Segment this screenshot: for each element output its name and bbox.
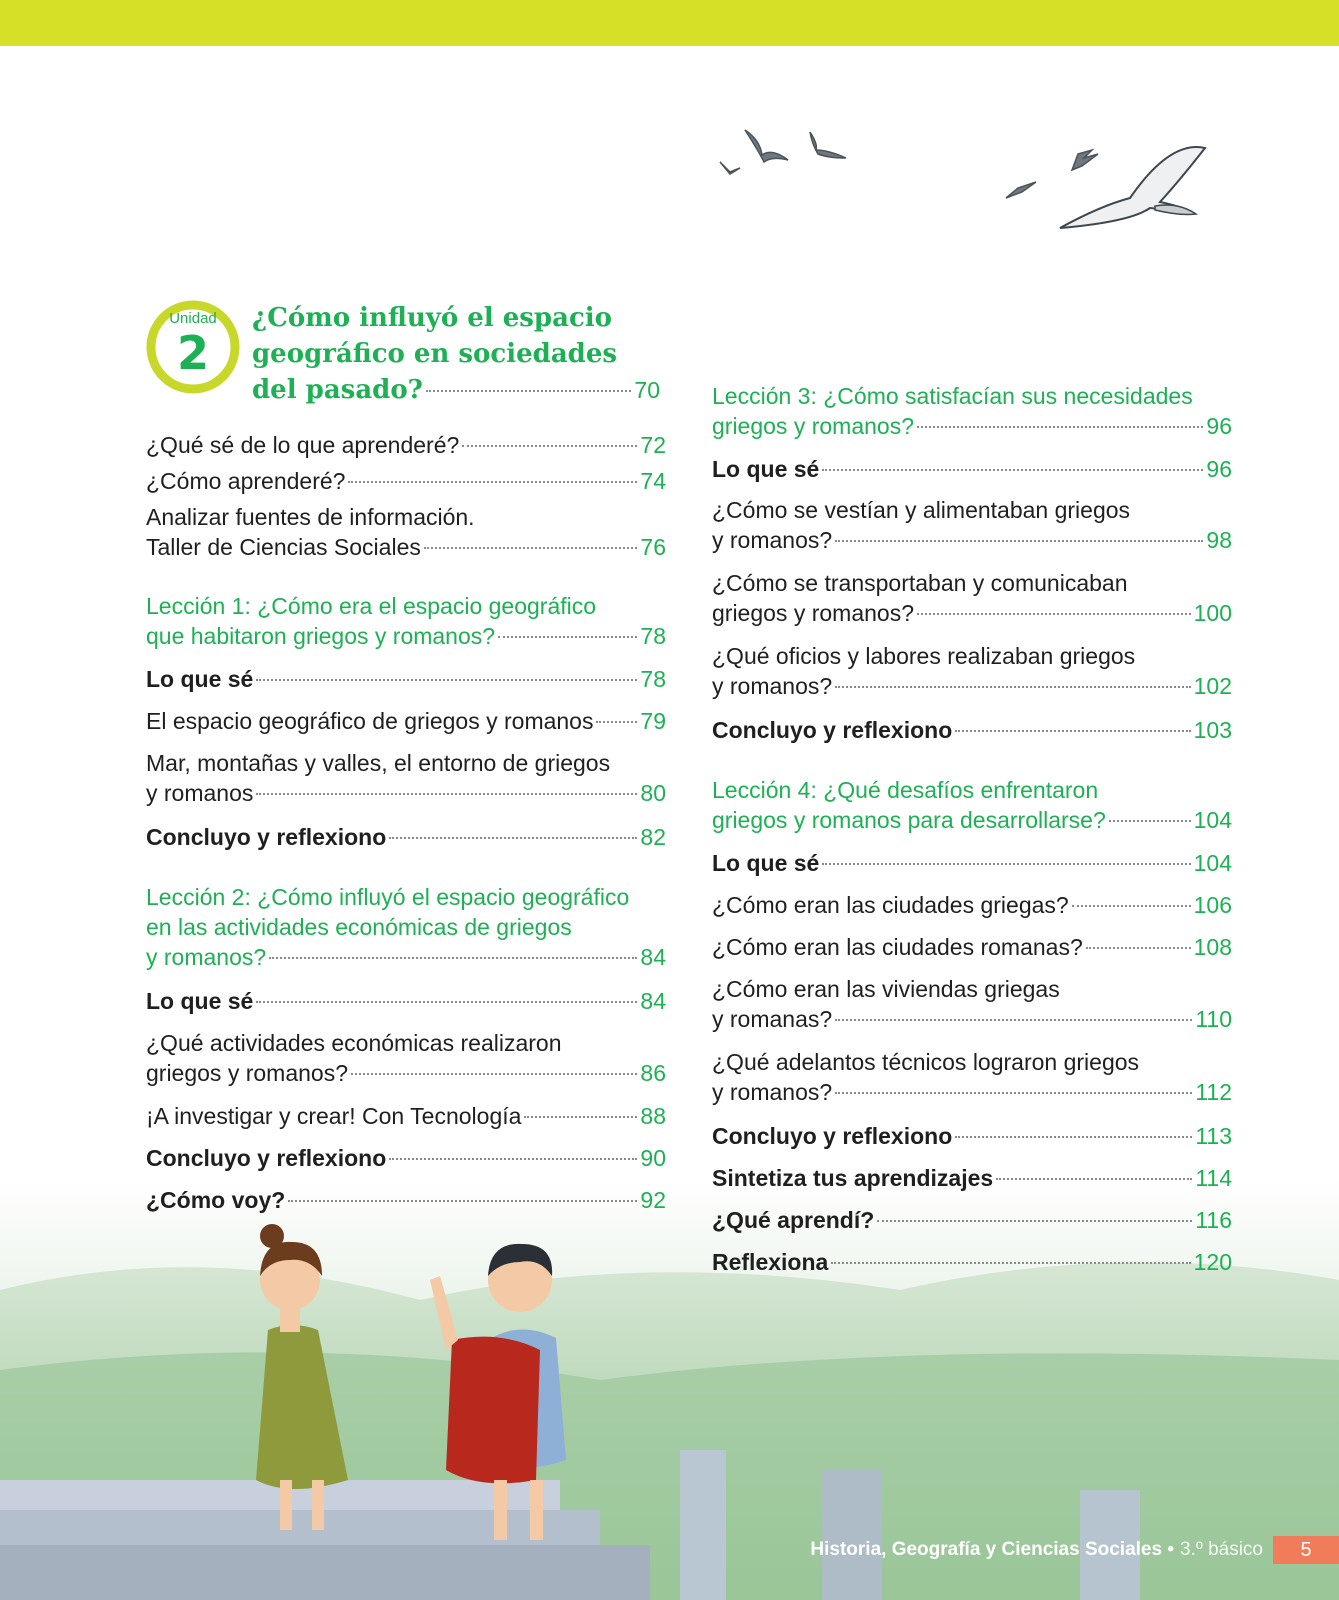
toc-entry[interactable]: Lo que sé 84 — [146, 988, 666, 1014]
toc-entry[interactable]: ¿Qué aprendí? 116 — [712, 1207, 1232, 1233]
toc-entry[interactable]: ¿Cómo eran las ciudades romanas? 108 — [712, 934, 1232, 960]
unit-title-line: del pasado? — [252, 375, 423, 405]
toc-entry[interactable]: ¿Cómo voy? 92 — [146, 1187, 666, 1213]
toc-entry[interactable]: Lo que sé 104 — [712, 850, 1232, 876]
toc-lesson-entry[interactable]: Lección 4: ¿Qué desafíos enfrentaron griegos y romanos para desarrollarse? 104 — [712, 777, 1232, 833]
toc-entry[interactable]: Concluyo y reflexiono 113 — [712, 1123, 1232, 1149]
toc-lesson-entry[interactable]: Lección 2: ¿Cómo influyó el espacio geográfico en las actividades económicas de griegos y romanos? 84 — [146, 884, 666, 970]
toc-entry[interactable]: ¿Cómo se vestían y alimentaban griegos y romanos? 98 — [712, 497, 1232, 553]
footer-subject: Historia, Geografía y Ciencias Sociales • — [810, 1539, 1174, 1560]
toc-entry[interactable]: ¿Qué adelantos técnicos lograron griegos y romanos? 112 — [712, 1049, 1232, 1105]
toc-entry[interactable]: Analizar fuentes de información. Taller de Ciencias Sociales 76 — [146, 504, 666, 560]
unit-label: Unidad — [169, 310, 217, 327]
toc-entry[interactable]: ¿Cómo eran las ciudades griegas? 106 — [712, 892, 1232, 918]
toc-entry[interactable]: ¿Qué oficios y labores realizaban griegos y romanos? 102 — [712, 643, 1232, 699]
toc-entry[interactable]: Reflexiona 120 — [712, 1249, 1232, 1275]
unit-title — [252, 300, 672, 408]
toc-entry[interactable]: Lo que sé 96 — [712, 456, 1232, 482]
unit-title-line: ¿Cómo influyó el espacio — [252, 303, 612, 333]
toc-lesson-entry[interactable]: Lección 3: ¿Cómo satisfacían sus necesidades griegos y romanos? 96 — [712, 383, 1232, 439]
toc-entry[interactable]: Sintetiza tus aprendizajes 114 — [712, 1165, 1232, 1191]
unit-title-page: 70 — [634, 377, 660, 403]
toc-entry[interactable]: ¿Cómo aprenderé? 74 — [146, 468, 666, 494]
unit-number: 2 — [176, 326, 209, 380]
unit-title-line: geográfico en sociedades — [252, 339, 618, 369]
toc-entry[interactable]: ¿Qué actividades económicas realizaron griegos y romanos? 86 — [146, 1030, 666, 1086]
footer-grade: 3.º básico — [1180, 1539, 1263, 1560]
toc-entry[interactable]: El espacio geográfico de griegos y romanos 79 — [146, 708, 666, 734]
toc-entry[interactable]: Lo que sé 78 — [146, 666, 666, 692]
toc-entry[interactable]: ¿Qué sé de lo que aprenderé? 72 — [146, 432, 666, 458]
toc-entry[interactable]: Mar, montañas y valles, el entorno de griegos y romanos 80 — [146, 750, 666, 806]
toc-entry[interactable]: Concluyo y reflexiono 82 — [146, 824, 666, 850]
flying-birds-illustration — [700, 110, 1260, 250]
top-color-band — [0, 0, 1339, 46]
toc-entry[interactable]: ¿Cómo eran las viviendas griegas y romanas? 110 — [712, 976, 1232, 1032]
footer-page-number: 5 — [1273, 1536, 1339, 1564]
toc-entry[interactable]: Concluyo y reflexiono 90 — [146, 1145, 666, 1171]
toc-entry[interactable]: Concluyo y reflexiono 103 — [712, 717, 1232, 743]
toc-lesson-entry[interactable]: Lección 1: ¿Cómo era el espacio geográfico que habitaron griegos y romanos? 78 — [146, 593, 666, 649]
toc-entry[interactable]: ¿Cómo se transportaban y comunicaban griegos y romanos? 100 — [712, 570, 1232, 626]
page-footer — [810, 1536, 1339, 1564]
toc-entry[interactable]: ¡A investigar y crear! Con Tecnología 88 — [146, 1103, 666, 1129]
